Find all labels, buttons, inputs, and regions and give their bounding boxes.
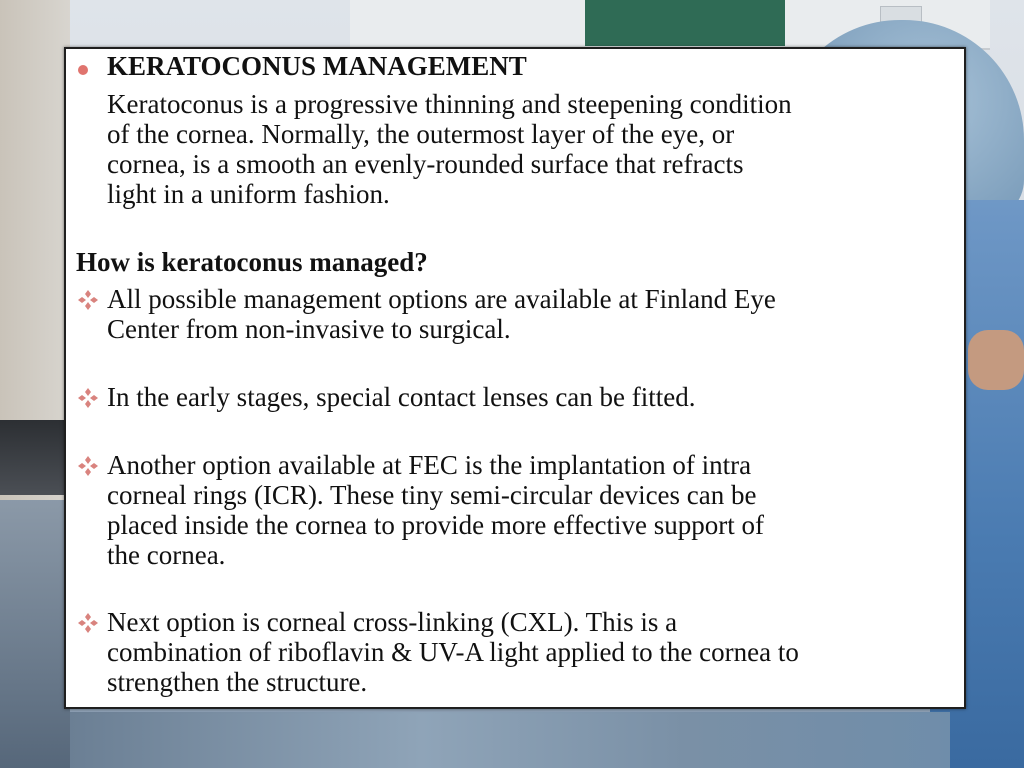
background-laptop xyxy=(0,420,64,495)
option-line: strengthen the structure. xyxy=(107,667,368,697)
four-diamond-icon xyxy=(77,612,99,634)
option-line: Another option available at FEC is the implantation of intra xyxy=(107,450,752,480)
option-line: placed inside the cornea to provide more effective support of xyxy=(107,510,765,540)
question-heading: How is keratoconus managed? xyxy=(76,247,428,277)
option-line: the cornea. xyxy=(107,540,226,570)
option-line: Next option is corneal cross-linking (CXL). This is a xyxy=(107,607,678,637)
intro-line: Keratoconus is a progressive thinning and steepening condition xyxy=(107,89,792,119)
section-title: KERATOCONUS MANAGEMENT xyxy=(107,51,527,81)
option-line: In the early stages, special contact lenses can be fitted. xyxy=(107,382,696,412)
background-desk xyxy=(0,500,70,768)
four-diamond-icon xyxy=(77,387,99,409)
option-line: combination of riboflavin & UV-A light applied to the cornea to xyxy=(107,637,799,667)
four-diamond-icon xyxy=(77,289,99,311)
four-diamond-icon xyxy=(77,455,99,477)
round-dot-icon xyxy=(78,65,88,75)
option-line: corneal rings (ICR). These tiny semi-circular devices can be xyxy=(107,480,757,510)
intro-line: light in a uniform fashion. xyxy=(107,179,390,209)
intro-line: of the cornea. Normally, the outermost layer of the eye, or xyxy=(107,119,735,149)
slide-text-box xyxy=(64,47,966,709)
option-line: All possible management options are available at Finland Eye xyxy=(107,284,776,314)
option-line: Center from non-invasive to surgical. xyxy=(107,314,511,344)
background-green-panel xyxy=(585,0,785,46)
background-face xyxy=(968,330,1024,390)
background-bottom xyxy=(70,712,950,768)
intro-line: cornea, is a smooth an evenly-rounded surface that refracts xyxy=(107,149,744,179)
